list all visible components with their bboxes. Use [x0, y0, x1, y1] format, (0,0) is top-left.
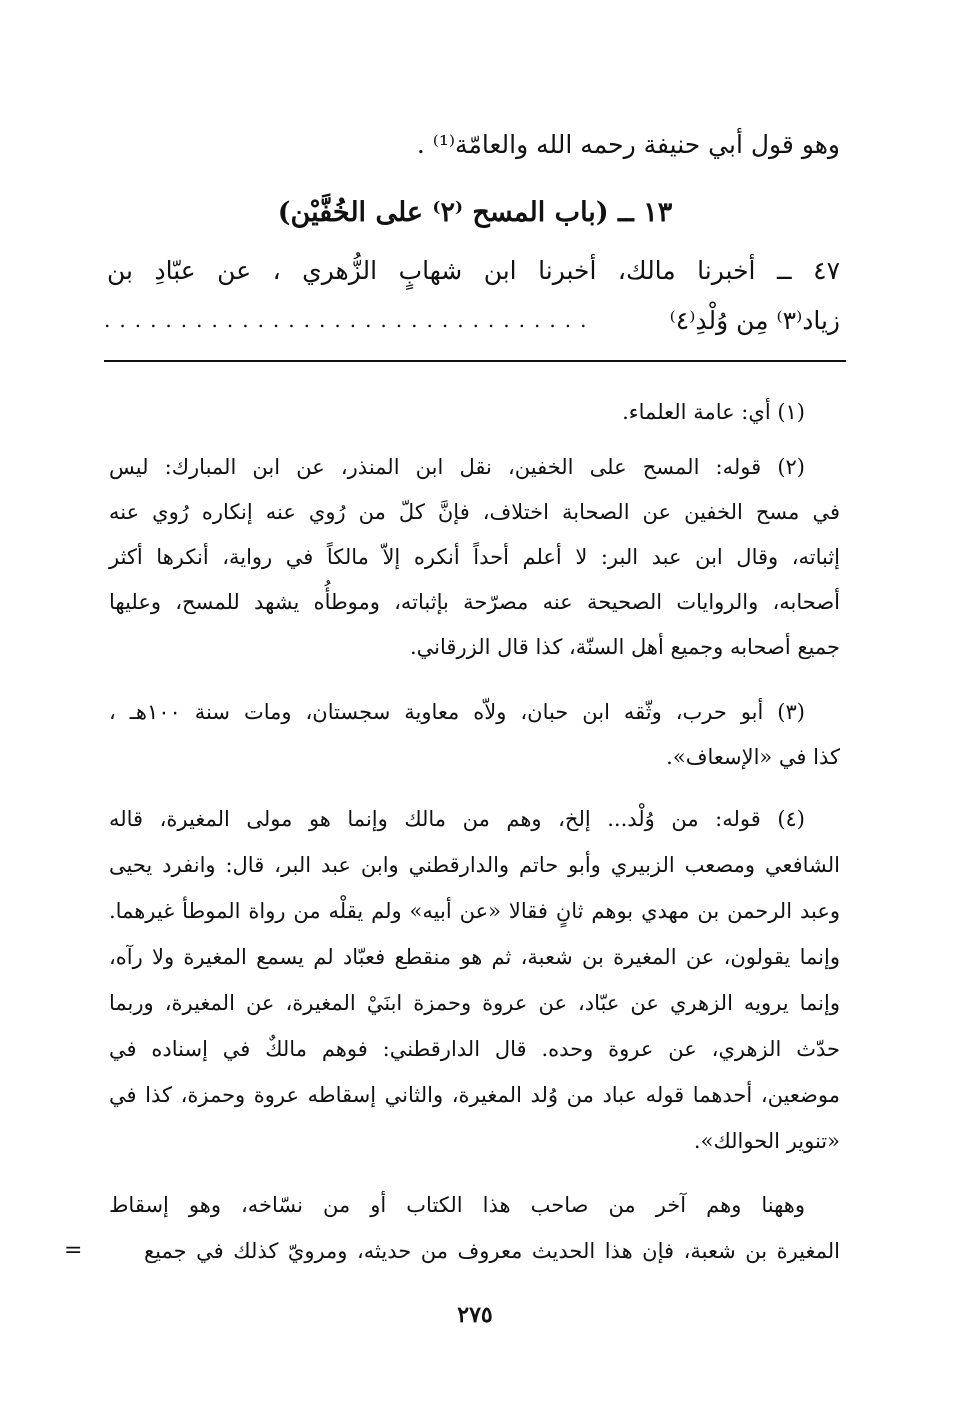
continuation-mark: = [64, 1238, 83, 1263]
footnote-line: وعبد الرحمن بن مهدي بوهم ثانٍ فقالا «عن أبيه» ولم يقلْه من رواة الموطأ غيرهما. [109, 899, 840, 923]
footnote-line: (٤) قوله: من وُلْد... إلخ، وهم من مالك وإنما هو مولى المغيرة، قاله [109, 807, 805, 831]
footnote-separator [104, 360, 846, 362]
footnote-line: وههنا وهم آخر من صاحب هذا الكتاب أو من نسّاخه، وهو إسقاط [109, 1193, 805, 1217]
footnote-line: جميع أصحابه وجميع أهل السنّة، كذا قال الزرقاني. [410, 635, 840, 659]
footnote-1: (١) أي: عامة العلماء. [622, 400, 805, 424]
footnote-line: في مسح الخفين عن الصحابة اختلاف، فإنَّ كلّ من رُوي عنه إنكاره رُوي عنه [109, 500, 840, 524]
footnote-line: (٣) أبو حرب، وثّقه ابن حبان، ولاّه معاوية سجستان، ومات سنة ١٠٠هـ ، [109, 700, 805, 724]
footnote-line: الشافعي ومصعب الزبيري وأبو حاتم والدارقطني وابن عبد البر، قال: وانفرد يحيى [109, 853, 840, 877]
footnote-line: موضعين، أحدهما قوله عباد من وُلد المغيرة، والثاني إسقاطه عروة وحمزة، كذا في [109, 1083, 840, 1107]
ellipsis-dots: ................................ [104, 308, 596, 332]
footnote-line: حدّث الزهري، عن عروة وحده. قال الدارقطني: فوهم مالكٌ في إسناده في [109, 1037, 840, 1061]
chapter-heading: ١٣ ــ (باب المسح ⁽٢⁾ على الخُفَّيْن) [277, 197, 673, 228]
hadith-line: زياد⁽٣⁾ مِن وُلْدِ⁽٤⁾ [669, 306, 840, 335]
footnote-line: (٢) قوله: المسح على الخفين، نقل ابن المنذر، عن ابن المبارك: ليس [109, 455, 805, 479]
page-number: ٢٧٥ [457, 1302, 493, 1328]
footnote-line: كذا في «الإسعاف». [666, 745, 840, 769]
main-text-line: وهو قول أبي حنيفة رحمه الله والعامّة⁽¹⁾ . [416, 130, 840, 159]
footnote-line: «تنوير الحوالك». [693, 1129, 840, 1153]
footnote-line: وإنما يرويه الزهري عن عبّاد، عن عروة وحمزة ابنَيْ المغيرة، عن المغيرة، وربما [109, 991, 840, 1015]
hadith-line: ٤٧ ــ أخبرنا مالك، أخبرنا ابن شهابٍ الزُّهري ، عن عبّادِ بن [107, 256, 840, 285]
footnote-line: أصحابه، والروايات الصحيحة عنه مصرّحة بإثباته، وموطأُه يشهد للمسح، وعليها [109, 590, 840, 614]
footnote-line: المغيرة بن شعبة، فإن هذا الحديث معروف من حديثه، ومرويّ كذلك في جميع [144, 1239, 840, 1263]
footnote-line: إثباته، وقال ابن عبد البر: لا أعلم أحداً أنكره إلاّ مالكاً في رواية، أنكرها أكثر [109, 545, 840, 569]
footnote-line: وإنما يقولون، عن المغيرة بن شعبة، ثم هو منقطع فعبّاد لم يسمع المغيرة ولا رآه، [109, 945, 841, 969]
